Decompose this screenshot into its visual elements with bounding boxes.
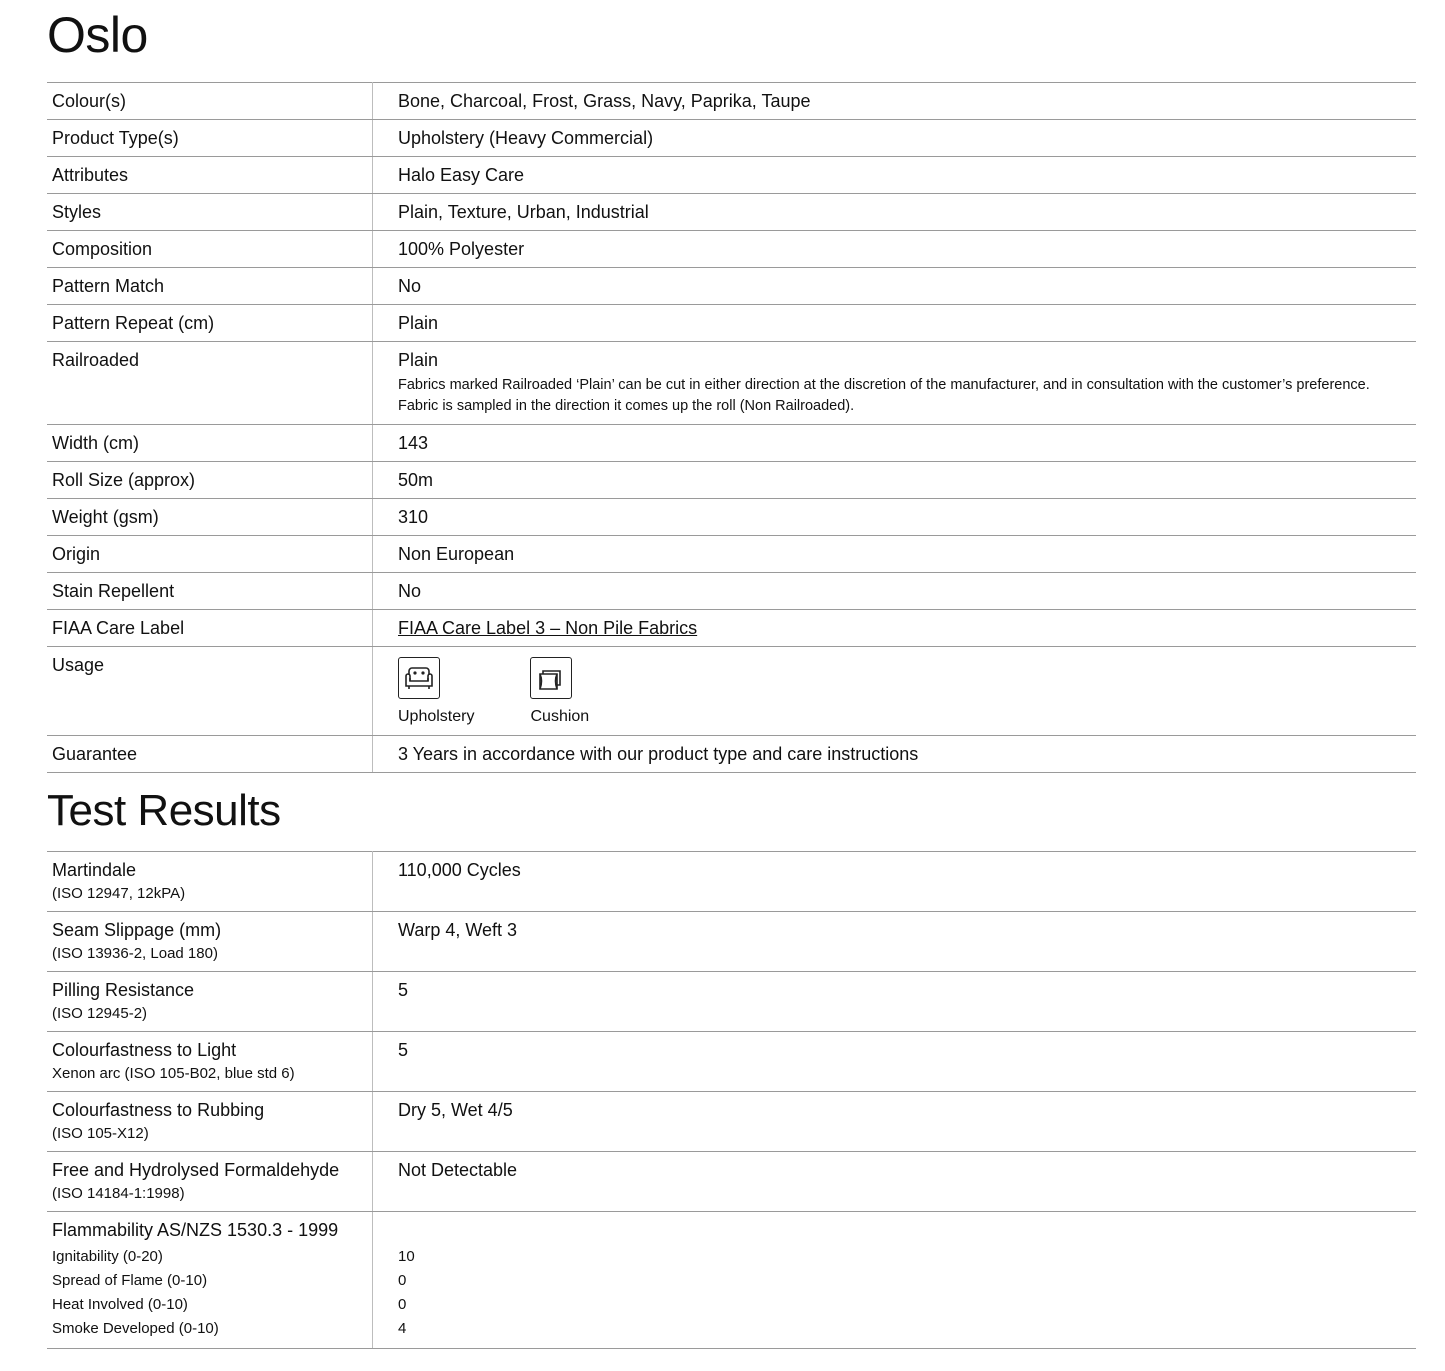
row-label xyxy=(47,1152,373,1212)
cushion-icon xyxy=(530,657,572,699)
row-value: Upholstery (Heavy Commercial) xyxy=(373,120,1417,157)
flammability-sublabels xyxy=(52,1245,367,1341)
row-value: Halo Easy Care xyxy=(373,157,1417,194)
row-value xyxy=(373,610,1417,647)
row-value: Not Detectable xyxy=(373,1152,1417,1212)
row-label: Attributes xyxy=(47,157,373,194)
row-label: Railroaded xyxy=(47,342,373,425)
flammability-value: 0 xyxy=(398,1296,407,1313)
row-value: No xyxy=(373,268,1417,305)
row-label: Usage xyxy=(47,647,373,736)
row-value: Dry 5, Wet 4/5 xyxy=(373,1092,1417,1152)
table-row xyxy=(47,268,1416,305)
table-row xyxy=(47,425,1416,462)
row-value: 310 xyxy=(373,499,1417,536)
fiaa-care-label-link[interactable]: FIAA Care Label 3 – Non Pile Fabrics xyxy=(398,618,698,638)
railroaded-note: Fabrics marked Railroaded ‘Plain’ can be cut in either direction at the discretion of the manufacturer, and in consultation with the customer’s preference. Fabric is sampled in the direction it comes up the roll (Non Railroaded). xyxy=(398,377,1370,414)
test-name: Free and Hydrolysed Formaldehyde xyxy=(52,1160,340,1180)
flammability-sublabel: Heat Involved (0-10) xyxy=(52,1296,188,1313)
table-row xyxy=(47,1212,1416,1349)
table-row xyxy=(47,157,1416,194)
railroaded-value: Plain xyxy=(398,350,439,370)
table-row xyxy=(47,231,1416,268)
flammability-sublabel: Smoke Developed (0-10) xyxy=(52,1320,219,1337)
test-name: Seam Slippage (mm) xyxy=(52,920,222,940)
table-row xyxy=(47,499,1416,536)
test-name: Martindale xyxy=(52,860,137,880)
row-value xyxy=(373,1212,1417,1349)
row-value xyxy=(373,342,1417,425)
test-name: Pilling Resistance xyxy=(52,980,195,1000)
row-label: Pattern Match xyxy=(47,268,373,305)
flammability-sublabel: Spread of Flame (0-10) xyxy=(52,1272,208,1289)
row-label xyxy=(47,1092,373,1152)
table-row xyxy=(47,462,1416,499)
test-standard: (ISO 12947, 12kPA) xyxy=(52,885,186,902)
row-label: Weight (gsm) xyxy=(47,499,373,536)
usage-item-cushion xyxy=(530,657,589,728)
table-row xyxy=(47,120,1416,157)
usage-label: Cushion xyxy=(530,708,590,725)
flammability-sublabel: Ignitability (0-20) xyxy=(52,1248,163,1265)
test-standard: (ISO 14184-1:1998) xyxy=(52,1185,185,1202)
row-value: Plain, Texture, Urban, Industrial xyxy=(373,194,1417,231)
test-name: Flammability AS/NZS 1530.3 - 1999 xyxy=(52,1220,339,1240)
flammability-value: 0 xyxy=(398,1272,407,1289)
row-label: Guarantee xyxy=(47,736,373,773)
table-row xyxy=(47,83,1416,120)
test-results-table xyxy=(47,851,1416,1349)
row-value: Plain xyxy=(373,305,1417,342)
table-row xyxy=(47,305,1416,342)
table-row xyxy=(47,647,1416,736)
row-label: Styles xyxy=(47,194,373,231)
row-value: 5 xyxy=(373,1032,1417,1092)
test-name: Colourfastness to Rubbing xyxy=(52,1100,265,1120)
table-row xyxy=(47,736,1416,773)
row-label: FIAA Care Label xyxy=(47,610,373,647)
usage-label: Upholstery xyxy=(398,708,475,725)
flammability-value: 10 xyxy=(398,1248,415,1265)
test-results-title: Test Results xyxy=(47,786,281,835)
row-label xyxy=(47,852,373,912)
spec-table xyxy=(47,82,1416,773)
table-row xyxy=(47,1152,1416,1212)
table-row xyxy=(47,1092,1416,1152)
row-value: 100% Polyester xyxy=(373,231,1417,268)
test-standard: (ISO 13936-2, Load 180) xyxy=(52,945,218,962)
row-value: Bone, Charcoal, Frost, Grass, Navy, Paprika, Taupe xyxy=(373,83,1417,120)
row-value: Warp 4, Weft 3 xyxy=(373,912,1417,972)
flammability-value: 4 xyxy=(398,1320,407,1337)
row-value: 110,000 Cycles xyxy=(373,852,1417,912)
row-label: Product Type(s) xyxy=(47,120,373,157)
usage-list xyxy=(398,654,1411,728)
usage-item-upholstery xyxy=(398,657,474,728)
row-label: Stain Repellent xyxy=(47,573,373,610)
row-label: Colour(s) xyxy=(47,83,373,120)
table-row xyxy=(47,1032,1416,1092)
row-value: 3 Years in accordance with our product type and care instructions xyxy=(373,736,1417,773)
test-standard: (ISO 105-X12) xyxy=(52,1125,149,1142)
table-row xyxy=(47,342,1416,425)
table-row xyxy=(47,972,1416,1032)
flammability-values xyxy=(398,1245,1411,1341)
test-name: Colourfastness to Light xyxy=(52,1040,237,1060)
page-title: Oslo xyxy=(47,7,148,63)
row-label xyxy=(47,1032,373,1092)
row-label xyxy=(47,1212,373,1349)
row-label xyxy=(47,972,373,1032)
row-label: Roll Size (approx) xyxy=(47,462,373,499)
table-row xyxy=(47,610,1416,647)
row-label xyxy=(47,912,373,972)
row-value xyxy=(373,647,1417,736)
row-value: 5 xyxy=(373,972,1417,1032)
test-standard: Xenon arc (ISO 105-B02, blue std 6) xyxy=(52,1065,295,1082)
table-row xyxy=(47,912,1416,972)
row-label: Composition xyxy=(47,231,373,268)
table-row xyxy=(47,536,1416,573)
row-value: Non European xyxy=(373,536,1417,573)
armchair-icon xyxy=(398,657,440,699)
row-label: Width (cm) xyxy=(47,425,373,462)
row-label: Pattern Repeat (cm) xyxy=(47,305,373,342)
table-row xyxy=(47,573,1416,610)
test-standard: (ISO 12945-2) xyxy=(52,1005,148,1022)
row-value: 50m xyxy=(373,462,1417,499)
row-value: No xyxy=(373,573,1417,610)
table-row xyxy=(47,852,1416,912)
row-value: 143 xyxy=(373,425,1417,462)
row-label: Origin xyxy=(47,536,373,573)
spacer xyxy=(398,1219,1411,1245)
table-row xyxy=(47,194,1416,231)
